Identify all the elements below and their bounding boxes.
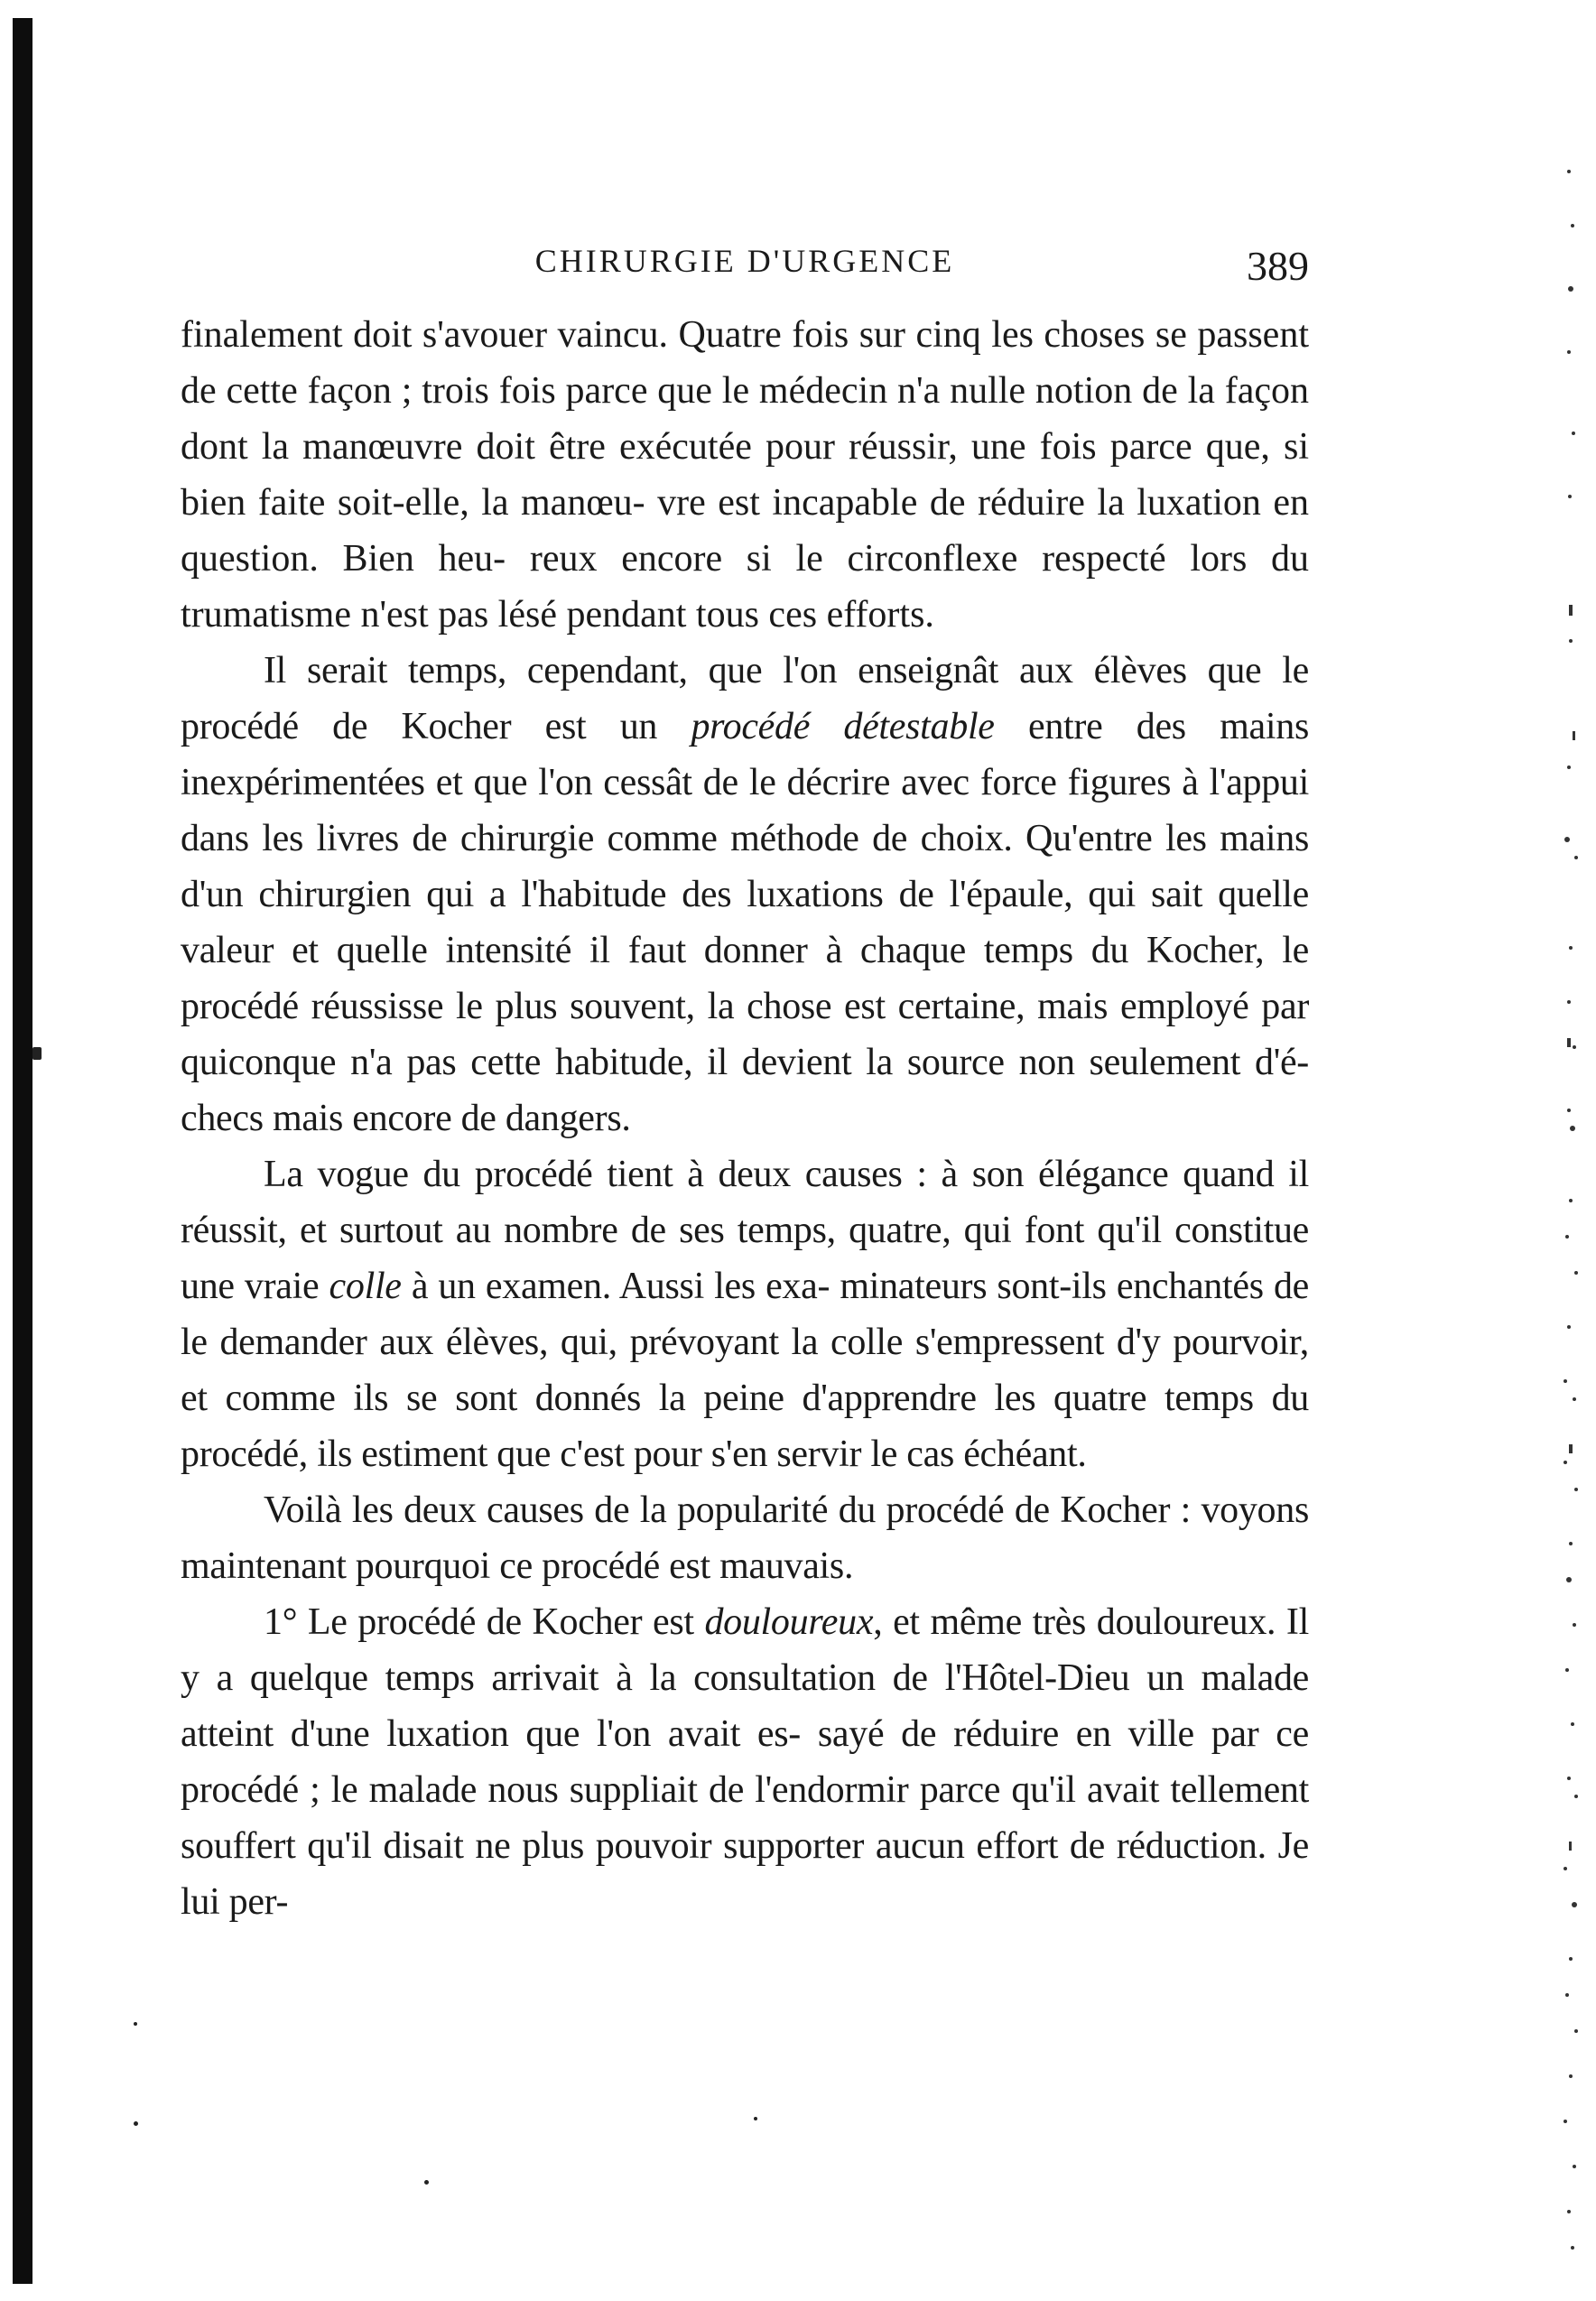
text-line: sayé de réduire en ville par ce procédé ; le malade nous suppliait (181, 1713, 1309, 1811)
text-line: minateurs sont-ils enchantés de le demander aux élèves, qui, (181, 1266, 1309, 1363)
right-edge-scan-noise (1533, 135, 1596, 2284)
paragraph-4 (181, 1482, 1309, 1594)
page-number: 389 (1247, 243, 1309, 289)
text-line: plus pouvoir supporter aucun effort de réduction. Je lui per- (181, 1825, 1309, 1923)
text-line: finalement doit s'avouer vaincu. Quatre fois sur cinq les choses (181, 314, 1146, 356)
text-line: reux encore si le circonflexe respecté lors du trumatisme n'est (181, 538, 1310, 636)
scan-speck (134, 2121, 138, 2126)
paragraph-5 (181, 1594, 1309, 1930)
text-line: nulle notion de la façon dont la manœuvre doit être exécutée (181, 370, 1309, 468)
text-line: figures à l'appui dans les livres de chirurgie comme méthode de (181, 762, 1310, 859)
text-line: pour réussir, une fois parce que, si bien faite soit-elle, la manœu- (181, 426, 1309, 524)
text-line: La vogue du procédé tient à deux causes : à son élégance (264, 1154, 1169, 1195)
paragraph-2 (181, 643, 1309, 1146)
page-header (181, 242, 1309, 296)
paragraph-3 (181, 1146, 1309, 1482)
binding-edge (13, 18, 32, 2284)
text-line: , et même très (873, 1601, 1087, 1643)
text-line: de l'endormir parce qu'il avait tellement souffert qu'il disait ne (181, 1769, 1310, 1867)
text-line: 1° Le procédé de Kocher est (264, 1601, 705, 1643)
scan-speck (424, 2180, 429, 2185)
text-line: faut donner à chaque temps du Kocher, le procédé réussisse le (181, 930, 1310, 1027)
text-line: font qu'il constitue une vraie (181, 1210, 1310, 1307)
text-line: voyons maintenant pourquoi ce procédé est mauvais. (181, 1489, 1309, 1587)
text-line: entre des (994, 706, 1186, 747)
scan-speck (754, 2117, 757, 2120)
text-line: Il serait temps, cependant, que l'on enseignât aux élèves (264, 650, 1187, 691)
scan-speck (134, 2022, 137, 2026)
emphasis-text: colle (329, 1266, 402, 1307)
running-title: CHIRURGIE D'URGENCE (534, 243, 955, 279)
text-line: n'a pas cette habitude, il devient la source non seulement d'é- (350, 1042, 1309, 1083)
text-line: l'Hôtel-Dieu un malade atteint d'une luxation que l'on avait es- (181, 1657, 1310, 1755)
text-line: choix. Qu'entre les mains d'un chirurgien qui a l'habitude des (181, 818, 1309, 915)
text-line: checs mais encore de dangers. (181, 1098, 631, 1139)
text-line: se passent de cette façon ; trois fois parce que le médecin n'a (181, 314, 1309, 412)
text-line: plus souvent, la chose est certaine, mais employé par quiconque (181, 986, 1310, 1083)
text-line: vre est incapable de réduire la luxation en question. Bien heu- (181, 482, 1310, 580)
text-line: sont donnés la peine d'apprendre les quatre temps du procédé, ils (181, 1378, 1309, 1475)
text-line: luxations de l'épaule, qui sait quelle valeur et quelle intensité il (181, 874, 1309, 971)
text-line: prévoyant la colle s'empressent d'y pourvoir, et comme ils se (181, 1322, 1309, 1419)
text-line: à un examen. Aussi les exa- (401, 1266, 830, 1307)
text-line: mains inexpérimentées et que l'on cessât de le décrire avec force (181, 706, 1309, 803)
text-line: que le procédé de Kocher est un (181, 650, 1309, 747)
text-line: estiment que c'est pour s'en servir le cas échéant. (361, 1433, 1087, 1475)
emphasis-text: procédé détestable (691, 706, 995, 747)
scan-speck (32, 1047, 42, 1060)
emphasis-text: douloureux (704, 1601, 874, 1643)
text-line: quand il réussit, et surtout au nombre de ses temps, quatre, qui (181, 1154, 1309, 1251)
text-line: douloureux. Il y a quelque temps arrivait à la consultation de (181, 1601, 1309, 1699)
text-line: pas lésé pendant tous ces efforts. (438, 594, 934, 636)
paragraph-1 (181, 307, 1309, 643)
text-line: Voilà les deux causes de la popularité du procédé de Kocher : (264, 1489, 1191, 1531)
body-text (181, 307, 1309, 1930)
